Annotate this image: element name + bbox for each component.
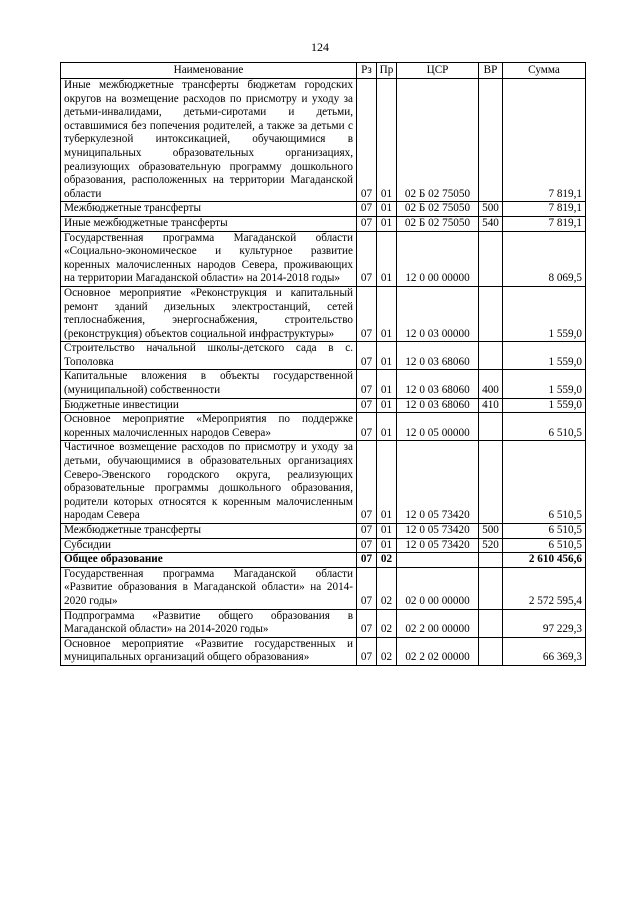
header-csr: ЦСР — [397, 63, 479, 79]
header-rz: Рз — [357, 63, 377, 79]
row-csr: 12 0 03 68060 — [397, 370, 479, 398]
table-row — [61, 79, 586, 202]
row-vr: 500 — [479, 524, 503, 539]
row-name: Общее образование — [61, 553, 357, 568]
row-name: Капитальные вложения в объекты государственной (муниципальной) собственности — [61, 370, 357, 398]
row-pr: 02 — [377, 567, 397, 609]
row-rz: 07 — [357, 609, 377, 637]
row-vr — [479, 286, 503, 341]
row-rz: 07 — [357, 413, 377, 441]
table-row — [61, 398, 586, 413]
row-csr: 02 Б 02 75050 — [397, 79, 479, 202]
table-row — [61, 538, 586, 553]
table-row — [61, 567, 586, 609]
budget-table — [60, 62, 586, 666]
row-csr: 02 Б 02 75050 — [397, 216, 479, 231]
row-name: Межбюджетные трансферты — [61, 202, 357, 217]
row-sum: 7 819,1 — [503, 79, 586, 202]
page-number: 124 — [311, 40, 329, 54]
table-row — [61, 441, 586, 524]
row-vr — [479, 79, 503, 202]
row-name: Основное мероприятие «Развитие государственных и муниципальных организаций общего образования» — [61, 637, 357, 665]
table-row — [61, 286, 586, 341]
row-pr: 01 — [377, 231, 397, 286]
row-sum: 1 559,0 — [503, 398, 586, 413]
row-sum: 7 819,1 — [503, 216, 586, 231]
row-vr — [479, 567, 503, 609]
header-name: Наименование — [61, 63, 357, 79]
row-csr: 12 0 05 73420 — [397, 538, 479, 553]
row-csr: 02 2 02 00000 — [397, 637, 479, 665]
row-vr — [479, 609, 503, 637]
table-row — [61, 231, 586, 286]
table-row — [61, 637, 586, 665]
row-vr: 500 — [479, 202, 503, 217]
row-csr: 12 0 00 00000 — [397, 231, 479, 286]
row-sum: 6 510,5 — [503, 413, 586, 441]
row-pr: 01 — [377, 79, 397, 202]
row-pr: 02 — [377, 609, 397, 637]
row-rz: 07 — [357, 370, 377, 398]
row-csr: 02 Б 02 75050 — [397, 202, 479, 217]
table-row-section — [61, 553, 586, 568]
row-sum: 2 572 595,4 — [503, 567, 586, 609]
row-csr: 12 0 03 00000 — [397, 286, 479, 341]
row-csr: 12 0 05 00000 — [397, 413, 479, 441]
table-row — [61, 370, 586, 398]
row-csr: 02 0 00 00000 — [397, 567, 479, 609]
row-rz: 07 — [357, 342, 377, 370]
row-name: Иные межбюджетные трансферты бюджетам городских округов на возмещение расходов по присмотру и уходу за детьми-инвалидами, детьми-сиротами и детьми, оставшимися без попечения родителей, а также за детьми с туберкулезной интоксикацией, обучающимися в муниципальных образовательных организациях, реализующих образовательную программу дошкольного образования, расположенных на территории Магаданской области — [61, 79, 357, 202]
row-pr: 01 — [377, 202, 397, 217]
row-rz: 07 — [357, 79, 377, 202]
table-row — [61, 202, 586, 217]
row-rz: 07 — [357, 231, 377, 286]
row-sum: 1 559,0 — [503, 342, 586, 370]
row-rz: 07 — [357, 567, 377, 609]
row-csr — [397, 553, 479, 568]
table-row — [61, 609, 586, 637]
row-name: Основное мероприятие «Реконструкция и капитальный ремонт зданий дизельных электростанций, сетей теплоснабжения, энергоснабжения, строительство (реконструкция) объектов социальной инфраструктуры» — [61, 286, 357, 341]
table-row — [61, 524, 586, 539]
row-vr — [479, 553, 503, 568]
row-vr — [479, 413, 503, 441]
row-name: Частичное возмещение расходов по присмотру и уходу за детьми, обучающимися в образовательных организациях Северо-Эвенского городского округа, реализующих образовательные программы дошкольного образования, родители которых относятся к коренным малочисленным народам Севера — [61, 441, 357, 524]
row-name: Межбюджетные трансферты — [61, 524, 357, 539]
row-csr: 12 0 03 68060 — [397, 398, 479, 413]
row-rz: 07 — [357, 286, 377, 341]
row-csr: 12 0 05 73420 — [397, 441, 479, 524]
row-name: Основное мероприятие «Мероприятия по поддержке коренных малочисленных народов Севера» — [61, 413, 357, 441]
table-row — [61, 413, 586, 441]
row-pr: 01 — [377, 216, 397, 231]
row-pr: 01 — [377, 370, 397, 398]
row-name: Бюджетные инвестиции — [61, 398, 357, 413]
header-vr: ВР — [479, 63, 503, 79]
row-rz: 07 — [357, 441, 377, 524]
row-pr: 01 — [377, 538, 397, 553]
row-vr: 520 — [479, 538, 503, 553]
row-vr — [479, 637, 503, 665]
row-pr: 01 — [377, 524, 397, 539]
row-name: Строительство начальной школы-детского сада в с. Тополовка — [61, 342, 357, 370]
header-pr: Пр — [377, 63, 397, 79]
row-sum: 66 369,3 — [503, 637, 586, 665]
table-row — [61, 342, 586, 370]
row-pr: 01 — [377, 342, 397, 370]
row-sum: 6 510,5 — [503, 524, 586, 539]
row-name: Подпрограмма «Развитие общего образования в Магаданской области» на 2014-2020 годы» — [61, 609, 357, 637]
row-csr: 12 0 05 73420 — [397, 524, 479, 539]
table-header-row — [61, 63, 586, 79]
row-pr: 01 — [377, 286, 397, 341]
row-name: Иные межбюджетные трансферты — [61, 216, 357, 231]
row-vr: 400 — [479, 370, 503, 398]
header-sum: Сумма — [503, 63, 586, 79]
row-csr: 12 0 03 68060 — [397, 342, 479, 370]
row-vr — [479, 231, 503, 286]
row-sum: 1 559,0 — [503, 286, 586, 341]
row-rz: 07 — [357, 637, 377, 665]
row-rz: 07 — [357, 202, 377, 217]
row-sum: 97 229,3 — [503, 609, 586, 637]
row-sum: 7 819,1 — [503, 202, 586, 217]
row-rz: 07 — [357, 216, 377, 231]
row-rz: 07 — [357, 538, 377, 553]
row-pr: 02 — [377, 553, 397, 568]
row-csr: 02 2 00 00000 — [397, 609, 479, 637]
row-name: Государственная программа Магаданской области «Развитие образования в Магаданской области» на 2014-2020 годы» — [61, 567, 357, 609]
row-name: Субсидии — [61, 538, 357, 553]
row-rz: 07 — [357, 398, 377, 413]
row-sum: 6 510,5 — [503, 441, 586, 524]
row-pr: 01 — [377, 441, 397, 524]
row-rz: 07 — [357, 553, 377, 568]
row-sum: 1 559,0 — [503, 370, 586, 398]
row-rz: 07 — [357, 524, 377, 539]
row-pr: 01 — [377, 398, 397, 413]
row-vr — [479, 342, 503, 370]
row-vr: 410 — [479, 398, 503, 413]
row-pr: 02 — [377, 637, 397, 665]
row-sum: 2 610 456,6 — [503, 553, 586, 568]
row-pr: 01 — [377, 413, 397, 441]
row-sum: 8 069,5 — [503, 231, 586, 286]
row-vr — [479, 441, 503, 524]
row-name: Государственная программа Магаданской области «Социально-экономическое и культурное развитие коренных малочисленных народов Севера, проживающих на территории Магаданской области» на 2014-2018 годы» — [61, 231, 357, 286]
row-vr: 540 — [479, 216, 503, 231]
row-sum: 6 510,5 — [503, 538, 586, 553]
table-row — [61, 216, 586, 231]
